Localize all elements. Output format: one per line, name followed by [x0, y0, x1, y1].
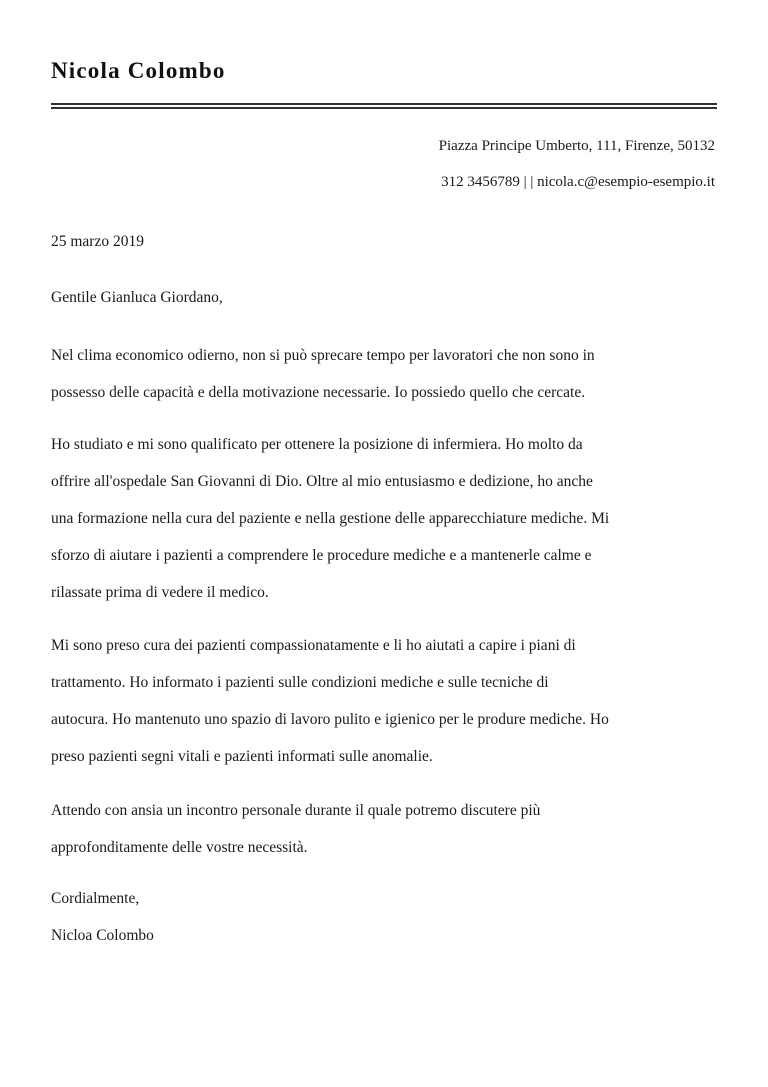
header-rule-top — [51, 103, 717, 105]
header-rule-bottom — [51, 107, 717, 109]
letter-date: 25 marzo 2019 — [51, 233, 144, 250]
body-paragraph-3 — [51, 627, 717, 775]
paragraph-line: preso pazienti segni vitali e pazienti informati sulle anomalie. — [51, 748, 433, 765]
signature: Nicloa Colombo — [51, 927, 154, 944]
paragraph-line: Ho studiato e mi sono qualificato per ottenere la posizione di infermiera. Ho molto da — [51, 436, 583, 453]
paragraph-line: Nel clima economico odierno, non si può sprecare tempo per lavoratori che non sono in — [51, 347, 595, 364]
body-paragraph-2 — [51, 426, 717, 611]
paragraph-line: offrire all'ospedale San Giovanni di Dio. Oltre al mio entusiasmo e dedizione, ho anche — [51, 473, 593, 490]
paragraph-line: rilassate prima di vedere il medico. — [51, 584, 269, 601]
closing: Cordialmente, — [51, 890, 140, 907]
paragraph-line: sforzo di aiutare i pazienti a comprendere le procedure mediche e a mantenerle calme e — [51, 547, 592, 564]
paragraph-line: possesso delle capacità e della motivazione necessarie. Io possiedo quello che cercate. — [51, 384, 586, 401]
paragraph-line: Mi sono preso cura dei pazienti compassionatamente e li ho aiutati a capire i piani di — [51, 637, 576, 654]
sender-address: Piazza Principe Umberto, 111, Firenze, 50132 — [438, 138, 715, 154]
paragraph-line: approfonditamente delle vostre necessità. — [51, 839, 308, 856]
paragraph-line: trattamento. Ho informato i pazienti sulle condizioni mediche e sulle tecniche di — [51, 674, 549, 691]
paragraph-line: autocura. Ho mantenuto uno spazio di lavoro pulito e igienico per le produre mediche. Ho — [51, 711, 609, 728]
paragraph-line: Attendo con ansia un incontro personale durante il quale potremo discutere più — [51, 802, 541, 819]
sender-contact: 312 3456789 | | nicola.c@esempio-esempio.it — [441, 174, 715, 190]
paragraph-line: una formazione nella cura del paziente e nella gestione delle apparecchiature mediche. Mi — [51, 510, 610, 527]
body-paragraph-4 — [51, 792, 717, 866]
salutation: Gentile Gianluca Giordano, — [51, 289, 223, 306]
body-paragraph-1 — [51, 337, 717, 411]
sender-name: Nicola Colombo — [51, 58, 226, 83]
